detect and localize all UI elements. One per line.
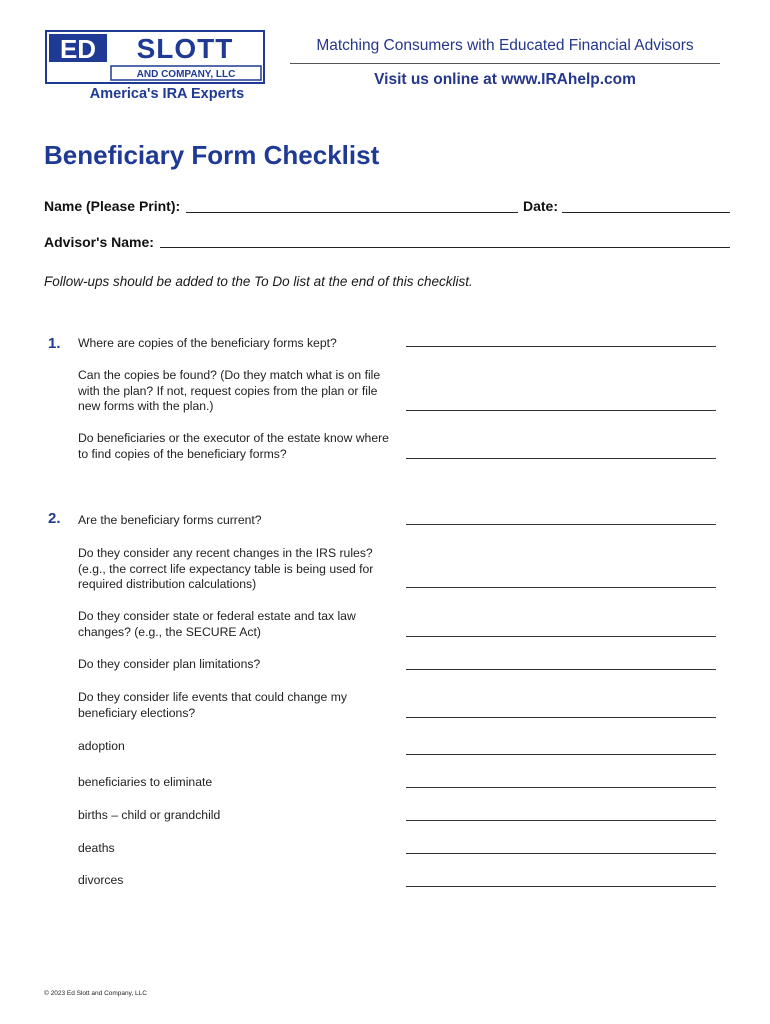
date-label: Date: <box>523 198 559 214</box>
header-divider <box>290 63 720 64</box>
section-number: 2. <box>48 510 61 527</box>
advisor-name-label: Advisor's Name: <box>44 234 154 250</box>
checklist-item: Do they consider state or federal estate and tax law changes? (e.g., the SECURE Act) <box>78 609 356 639</box>
answer-line[interactable] <box>406 587 716 588</box>
checklist-item: births – child or grandchild <box>78 808 221 822</box>
section-number: 1. <box>48 335 61 352</box>
checklist-item: beneficiaries to eliminate <box>78 775 213 789</box>
copyright-footer: © 2023 Ed Slott and Company, LLC <box>44 990 147 997</box>
follow-up-note: Follow-ups should be added to the To Do list at the end of this checklist. <box>44 274 473 289</box>
answer-line[interactable] <box>406 820 716 821</box>
logo-slott-text: SLOTT <box>136 33 234 64</box>
website-link[interactable]: Visit us online at www.IRAhelp.com <box>374 71 636 88</box>
checklist-item: Where are copies of the beneficiary forms kept? <box>78 336 337 350</box>
answer-line[interactable] <box>406 669 716 670</box>
advisor-name-field[interactable] <box>160 247 730 248</box>
answer-line[interactable] <box>406 717 716 718</box>
answer-line[interactable] <box>406 787 716 788</box>
checklist-item: deaths <box>78 841 115 855</box>
logo-tagline-text: America's IRA Experts <box>89 86 245 102</box>
checklist-item: divorces <box>78 873 124 887</box>
answer-line[interactable] <box>406 458 716 459</box>
checklist-item: Do they consider any recent changes in the IRS rules? (e.g., the correct life expectancy table is being used for required distribution calculations) <box>78 546 374 591</box>
answer-line[interactable] <box>406 636 716 637</box>
company-logo <box>45 30 280 102</box>
answer-line[interactable] <box>406 524 716 525</box>
checklist-item: Do beneficiaries or the executor of the estate know where to find copies of the beneficiary forms? <box>78 431 389 461</box>
checklist-item: Do they consider life events that could change my beneficiary elections? <box>78 690 347 720</box>
name-label: Name (Please Print): <box>44 198 181 214</box>
answer-line[interactable] <box>406 346 716 347</box>
answer-line[interactable] <box>406 886 716 887</box>
checklist-item: Do they consider plan limitations? <box>78 657 261 671</box>
logo-company-text: AND COMPANY, LLC <box>136 69 236 80</box>
checklist-item: adoption <box>78 739 125 753</box>
answer-line[interactable] <box>406 853 716 854</box>
name-field[interactable] <box>186 212 518 213</box>
answer-line[interactable] <box>406 754 716 755</box>
checklist-item: Can the copies be found? (Do they match what is on file with the plan? If not, request copies from the plan or file new forms with the plan.) <box>78 368 381 413</box>
checklist-item: Are the beneficiary forms current? <box>78 513 262 527</box>
date-field[interactable] <box>562 212 730 213</box>
ed-slott-logo-icon <box>45 30 280 102</box>
answer-line[interactable] <box>406 410 716 411</box>
page-title: Beneficiary Form Checklist <box>44 140 380 170</box>
logo-ed-text: ED <box>59 34 97 64</box>
header-tagline: Matching Consumers with Educated Financial Advisors <box>316 37 694 54</box>
